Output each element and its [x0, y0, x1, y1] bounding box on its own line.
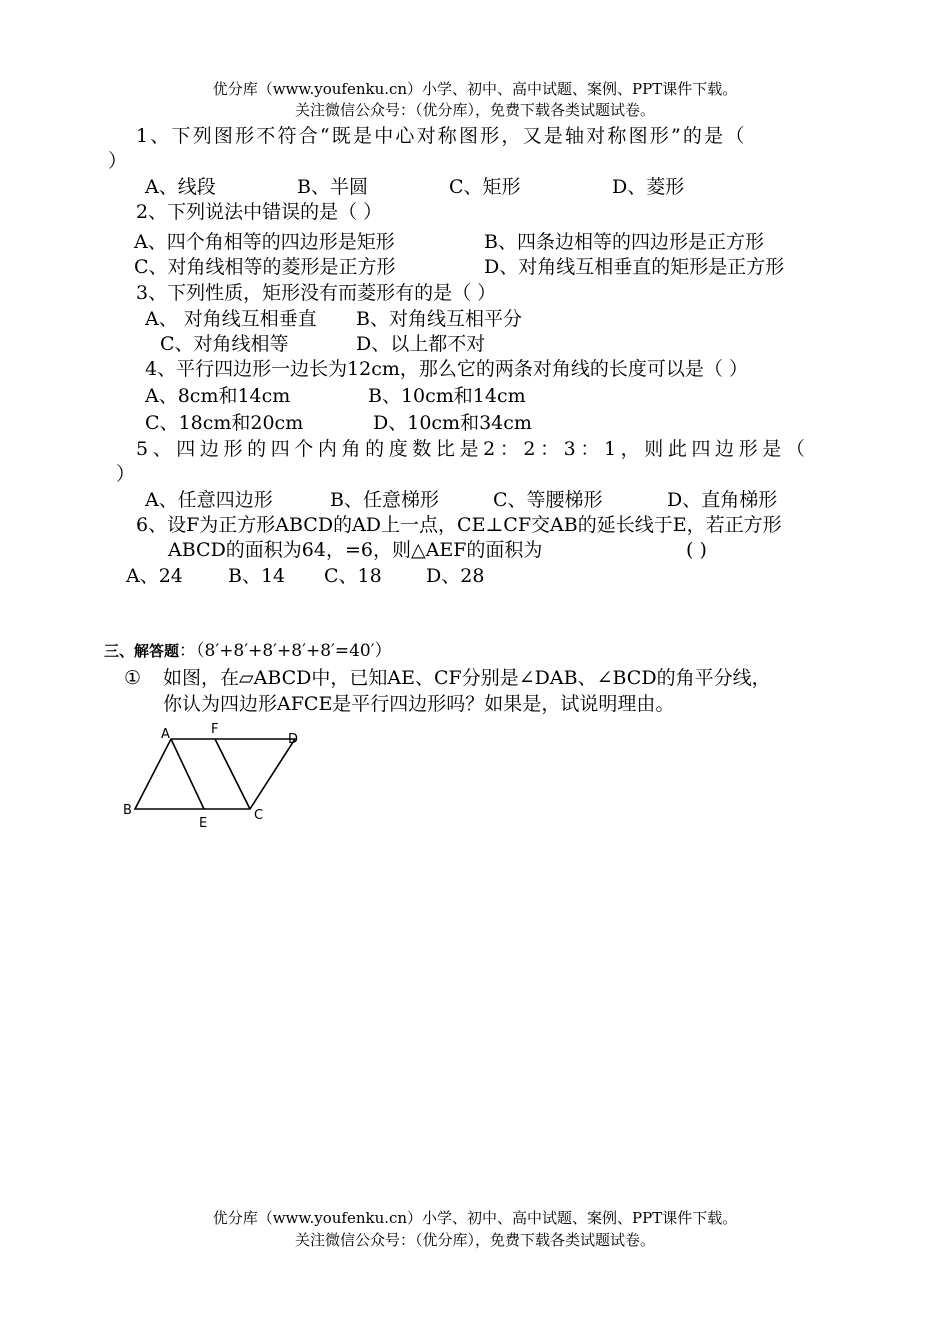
q6-stem-line-2: ABCD的面积为64，=6，则△AEF的面积为	[168, 539, 543, 561]
q3-option-d: D、以上都不对	[356, 333, 486, 355]
q4-stem: 4、平行四边形一边长为12cm，那么它的两条对角线的长度可以是（ ）	[145, 358, 748, 380]
q1-option-a: A、线段	[145, 176, 216, 198]
label-d: D	[288, 732, 299, 747]
q6-stem-line-1: 6、设F为正方形ABCD的AD上一点，CE⊥CF交AB的延长线于E，若正方形	[136, 514, 782, 536]
q1-option-b: B、半圆	[297, 176, 368, 198]
section-3-score: ：（8′+8′+8′+8′+8′=40′）	[179, 641, 392, 661]
problem-1-line-2: 你认为四边形AFCE是平行四边形吗？如果是，试说明理由。	[163, 693, 675, 715]
label-f: F	[211, 722, 219, 737]
q6-answer-paren: ( )	[686, 539, 707, 561]
q3-option-b: B、对角线互相平分	[356, 308, 522, 330]
section-3-title: 三、解答题	[104, 642, 180, 660]
q1-option-d: D、菱形	[612, 176, 685, 198]
q4-option-d: D、10cm和34cm	[373, 412, 532, 434]
header-line-2: 关注微信公众号：（优分库），免费下载各类试题试卷。	[294, 101, 655, 119]
q3-option-a: A、 对角线互相垂直	[145, 308, 317, 330]
q1-stem-end: ）	[108, 150, 128, 172]
label-a: A	[161, 727, 170, 742]
header-line-1: 优分库（www.youfenku.cn）小学、初中、高中试题、案例、PPT课件下载。	[212, 80, 738, 98]
q5-stem-end: ）	[116, 463, 136, 485]
q2-option-a: A、四个角相等的四边形是矩形	[134, 231, 395, 253]
label-c: C	[254, 808, 264, 823]
segment-ae	[171, 739, 204, 809]
q6-option-d: D、28	[426, 565, 485, 587]
footer-line-1: 优分库（www.youfenku.cn）小学、初中、高中试题、案例、PPT课件下载。	[212, 1209, 738, 1227]
q1-stem: 1、下列图形不符合“既是中心对称图形，又是轴对称图形”的是（	[136, 125, 747, 147]
q3-option-c: C、对角线相等	[160, 333, 289, 355]
q6-option-a: A、24	[126, 565, 183, 587]
label-b: B	[123, 803, 132, 818]
q4-option-c: C、18cm和20cm	[145, 412, 304, 434]
q5-option-c: C、等腰梯形	[493, 489, 603, 511]
q5-option-d: D、直角梯形	[667, 489, 778, 511]
label-e: E	[199, 816, 208, 831]
q5-option-a: A、任意四边形	[145, 489, 273, 511]
parallelogram-abcd	[135, 739, 295, 809]
q5-stem: 5、四边形的四个内角的度数比是2：2：3：1，则此四边形是（	[136, 438, 810, 460]
q4-option-a: A、8cm和14cm	[145, 385, 291, 407]
segment-cf	[215, 739, 250, 809]
q2-option-c: C、对角线相等的菱形是正方形	[134, 256, 396, 278]
problem-1-line-1: 如图，在▱ABCD中，已知AE、CF分别是∠DAB、∠BCD的角平分线，	[163, 667, 771, 689]
q2-option-b: B、四条边相等的四边形是正方形	[484, 231, 764, 253]
q2-stem: 2、下列说法中错误的是（ ）	[136, 201, 383, 223]
q2-option-d: D、对角线互相垂直的矩形是正方形	[484, 256, 785, 278]
q4-option-b: B、10cm和14cm	[368, 385, 526, 407]
q6-option-b: B、14	[228, 565, 286, 587]
q5-option-b: B、任意梯形	[330, 489, 439, 511]
footer-line-2: 关注微信公众号：（优分库），免费下载各类试题试卷。	[294, 1231, 655, 1249]
section-3-heading	[104, 638, 392, 663]
q1-option-c: C、矩形	[449, 176, 521, 198]
q6-option-c: C、18	[324, 565, 382, 587]
q3-stem: 3、下列性质，矩形没有而菱形有的是（ ）	[136, 282, 497, 304]
parallelogram-figure	[115, 718, 315, 833]
problem-1-number: ①	[124, 667, 142, 689]
